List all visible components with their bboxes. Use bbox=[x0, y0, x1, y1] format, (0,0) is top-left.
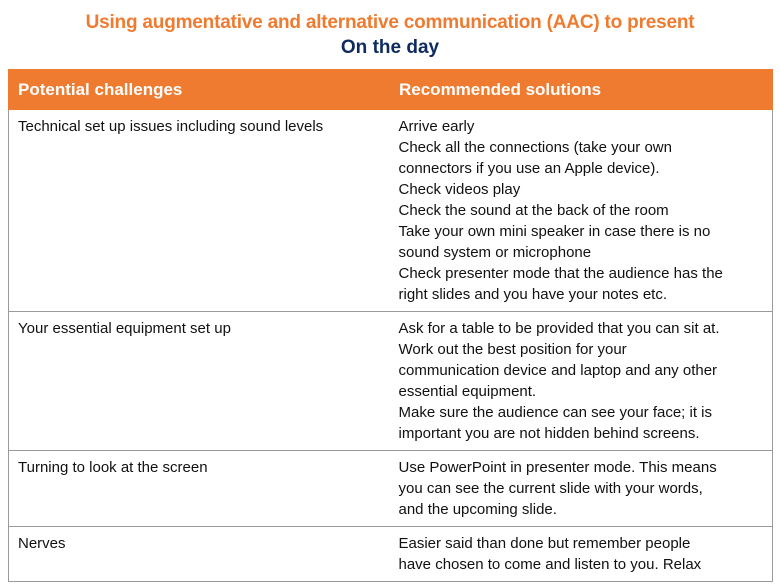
solution-line: Use PowerPoint in presenter mode. This means bbox=[398, 459, 717, 476]
table-row bbox=[9, 312, 773, 451]
solution-line: you can see the current slide with your words, bbox=[398, 480, 703, 497]
table-header-row bbox=[9, 70, 773, 110]
solution-line: right slides and you have your notes etc. bbox=[398, 286, 667, 303]
solution-line: sound system or microphone bbox=[398, 244, 592, 261]
column-header-challenges: Potential challenges bbox=[9, 70, 390, 110]
challenges-table bbox=[8, 69, 773, 582]
table-row bbox=[9, 110, 773, 312]
solutions-cell bbox=[390, 312, 773, 451]
page-title: Using augmentative and alternative communication (AAC) to present bbox=[85, 12, 695, 33]
solution-line: Arrive early bbox=[398, 118, 475, 135]
solution-line: communication device and laptop and any other bbox=[398, 362, 718, 379]
solution-line: Make sure the audience can see your face; it is bbox=[398, 404, 713, 421]
challenge-cell: Technical set up issues including sound levels bbox=[9, 110, 390, 312]
solutions-cell bbox=[390, 110, 773, 312]
page-subtitle: On the day bbox=[340, 37, 440, 58]
solution-line: and the upcoming slide. bbox=[398, 501, 557, 518]
challenge-cell: Your essential equipment set up bbox=[9, 312, 390, 451]
table-row bbox=[9, 451, 773, 527]
challenge-cell: Nerves bbox=[9, 527, 390, 582]
solution-line: Work out the best position for your bbox=[398, 341, 627, 358]
solution-line: Check videos play bbox=[398, 181, 521, 198]
column-header-solutions: Recommended solutions bbox=[390, 70, 773, 110]
table-row bbox=[9, 527, 773, 582]
solutions-cell bbox=[390, 527, 773, 582]
solution-line: Check presenter mode that the audience has the bbox=[398, 265, 723, 282]
solution-line: Check the sound at the back of the room bbox=[398, 202, 669, 219]
challenge-cell: Turning to look at the screen bbox=[9, 451, 390, 527]
solution-line: essential equipment. bbox=[398, 383, 537, 400]
solution-line: connectors if you use an Apple device). bbox=[398, 160, 660, 177]
solution-line: important you are not hidden behind screens. bbox=[398, 425, 700, 442]
solution-line: Check all the connections (take your own bbox=[398, 139, 672, 156]
solution-line: Easier said than done but remember people bbox=[398, 535, 691, 552]
solution-line: Ask for a table to be provided that you can sit at. bbox=[398, 320, 720, 337]
solutions-cell bbox=[390, 451, 773, 527]
solution-line: Take your own mini speaker in case there is no bbox=[398, 223, 711, 240]
solution-line: have chosen to come and listen to you. Relax bbox=[398, 556, 702, 573]
